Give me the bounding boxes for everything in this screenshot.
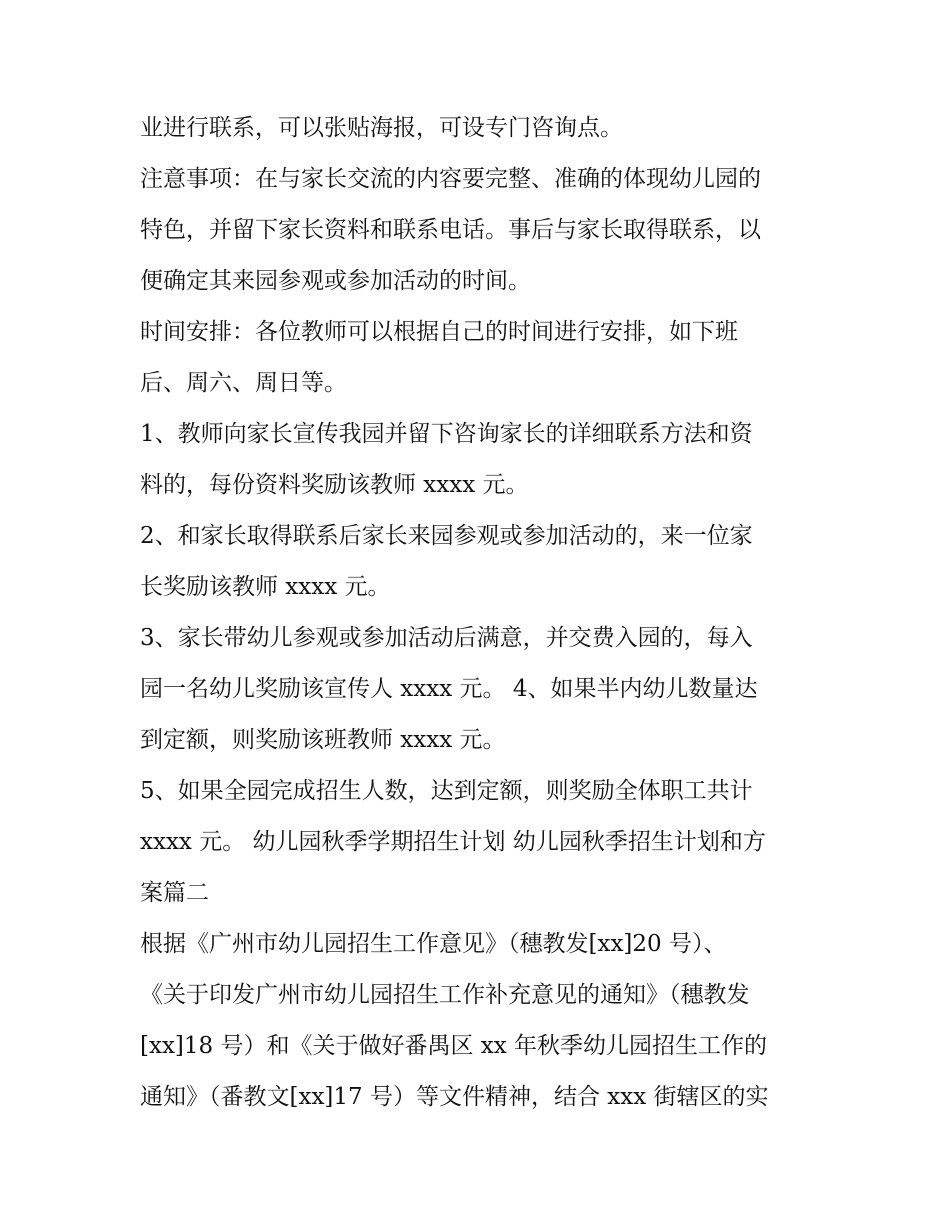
text-line: 2、和家长取得联系后家长来园参观或参加活动的，来一位家 xyxy=(140,523,753,549)
text-line: 料的，每份资料奖励该教师 xxxx 元。 xyxy=(140,472,529,498)
text-line: 注意事项：在与家长交流的内容要完整、准确的体现幼儿园的 xyxy=(140,166,761,192)
text-line: 特色，并留下家长资料和联系电话。事后与家长取得联系，以 xyxy=(140,217,761,243)
text-line: 时间安排：各位教师可以根据自己的时间进行安排，如下班 xyxy=(140,319,738,345)
text-line: 根据《广州市幼儿园招生工作意见》（穗教发[xx]20 号）、 xyxy=(140,931,727,957)
text-line: 案篇二 xyxy=(140,880,209,906)
text-line: 长奖励该教师 xxxx 元。 xyxy=(140,574,391,600)
text-line: 便确定其来园参观或参加活动的时间。 xyxy=(140,268,531,294)
text-line: 1、教师向家长宣传我园并留下咨询家长的详细联系方法和资 xyxy=(140,421,753,447)
text-line: xxxx 元。 幼儿园秋季学期招生计划 幼儿园秋季招生计划和方 xyxy=(140,829,766,855)
text-line: 业进行联系，可以张贴海报，可设专门咨询点。 xyxy=(140,115,623,141)
text-line: 后、周六、周日等。 xyxy=(140,370,347,396)
text-line: 到定额，则奖励该班教师 xxxx 元。 xyxy=(140,727,506,753)
text-line: 《关于印发广州市幼儿园招生工作补充意见的通知》（穗教发 xyxy=(140,982,750,1008)
text-line: 3、家长带幼儿参观或参加活动后满意，并交费入园的，每入 xyxy=(140,625,753,651)
text-line: 通知》（番教文[xx]17 号）等文件精神，结合 xxx 街辖区的实 xyxy=(140,1084,769,1110)
text-line: 5、如果全园完成招生人数，达到定额，则奖励全体职工共计 xyxy=(140,778,753,804)
text-line: 园一名幼儿奖励该宣传人 xxxx 元。 4、如果半内幼儿数量达 xyxy=(140,676,758,702)
text-line: [xx]18 号）和《关于做好番禺区 xx 年秋季幼儿园招生工作的 xyxy=(140,1033,768,1059)
